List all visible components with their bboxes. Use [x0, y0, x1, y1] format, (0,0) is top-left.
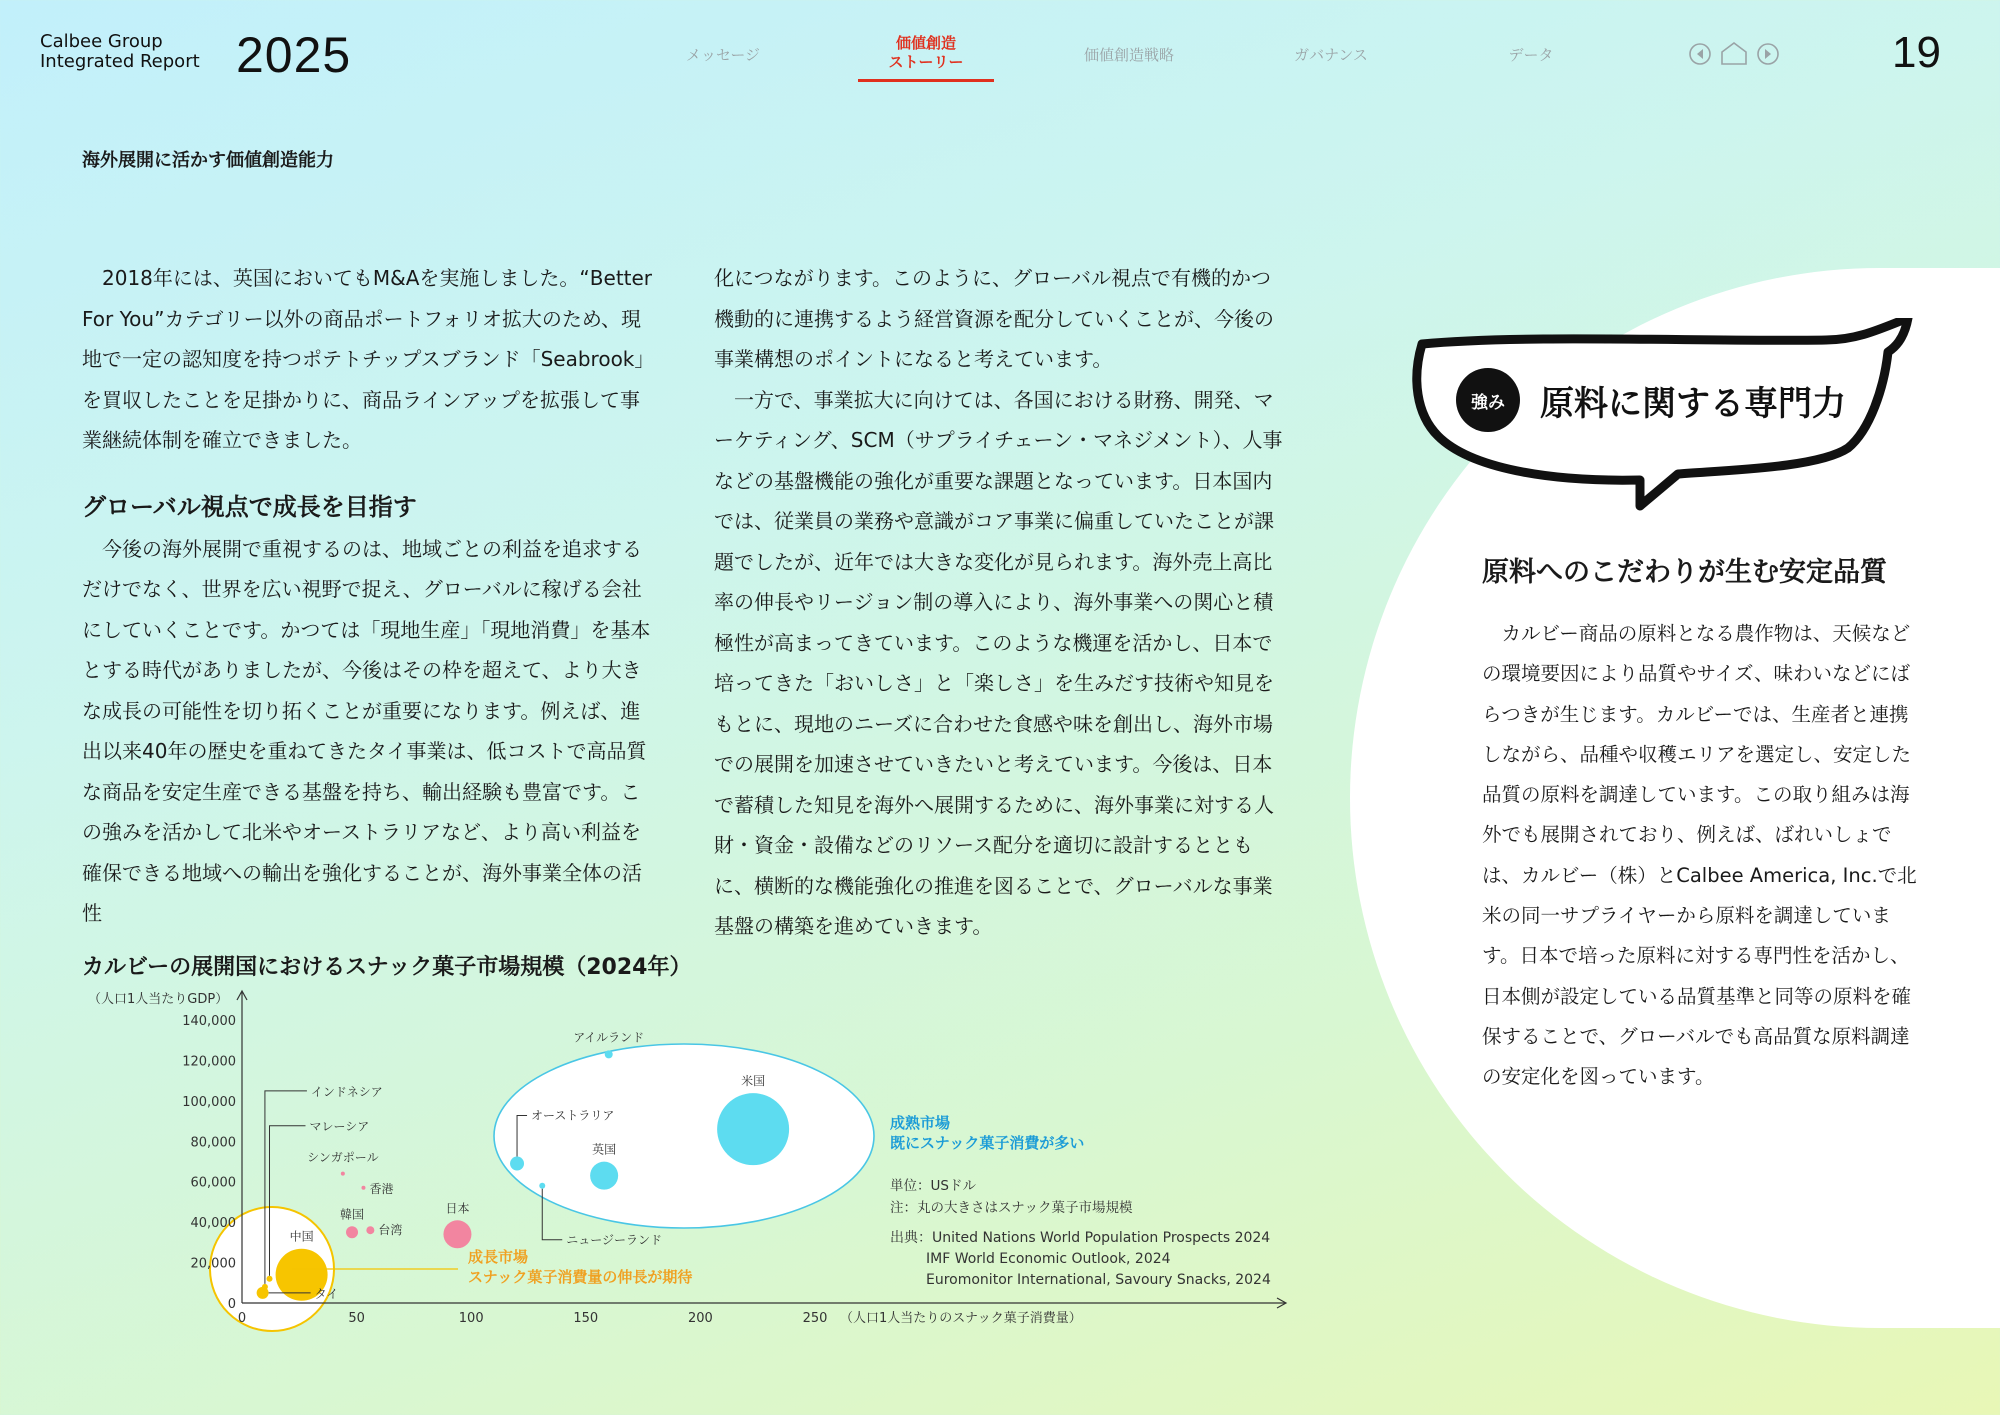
mature-market-label: 成熟市場	[890, 1114, 951, 1132]
growth-market-desc: スナック菓子消費量の伸長が期待	[468, 1268, 693, 1286]
nav-icons	[1686, 40, 1782, 72]
logo-line1: Calbee Group	[40, 31, 163, 52]
nav-active-line2: ストーリー	[888, 53, 964, 71]
prev-page-icon[interactable]	[1690, 44, 1710, 64]
size-note: 注：丸の大きさはスナック菓子市場規模	[890, 1200, 1133, 1216]
point-label: アイルランド	[573, 1030, 645, 1045]
mature-market-desc: 既にスナック菓子消費が多い	[890, 1134, 1085, 1152]
chart-title: カルビーの展開国におけるスナック菓子市場規模（2024年）	[82, 955, 692, 980]
point-シンガポール	[341, 1172, 345, 1176]
point-label: 米国	[741, 1074, 766, 1089]
point-アイルランド	[605, 1050, 613, 1058]
nav-data[interactable]: データ	[1508, 46, 1554, 64]
point-label: 香港	[369, 1181, 394, 1196]
y-tick-label: 140,000	[182, 1014, 236, 1029]
y-axis-label: （人口1人当たりGDP）	[88, 992, 229, 1007]
logo-year: 2025	[236, 27, 352, 83]
logo-line2: Integrated Report	[40, 51, 200, 72]
home-icon[interactable]	[1722, 43, 1746, 64]
point-label: タイ	[314, 1286, 339, 1301]
point-香港	[361, 1186, 365, 1190]
y-tick-label: 20,000	[190, 1256, 236, 1272]
point-ニュージーランド	[539, 1183, 545, 1189]
source-line1: 出典：United Nations World Population Prospects 2024	[890, 1230, 1271, 1246]
point-label: 韓国	[340, 1207, 365, 1222]
point-label: 日本	[445, 1201, 470, 1216]
col1-heading: グローバル視点で成長を目指す	[82, 492, 417, 521]
point-オーストラリア	[510, 1157, 524, 1171]
x-axis-label: （人口1人当たりのスナック菓子消費量）	[840, 1311, 1082, 1326]
point-日本	[443, 1220, 471, 1248]
page-number: 19	[1892, 28, 1941, 77]
point-韓国	[346, 1226, 358, 1238]
col1-paragraph2: 今後の海外展開で重視するのは、地域ごとの利益を追求するだけでなく、世界を広い視野で捉え、グローバルに稼げる会社にしていくことです。かつては「現地生産」「現地消費」を基本とする時代がありましたが、今後はその枠を超えて、より大きな成長の可能性を切り拓くことが重要になります。例えば、進出以来40年の歴史を重ねてきたタイ事業は、低コストで高品質な商品を安定生産できる基盤を持ち、輸出経験も豊富です。この強みを活かして北米やオーストラリアなど、より高い利益を確保できる地域への輸出を強化することが、海外事業全体の活性	[82, 536, 651, 925]
point-台湾	[366, 1226, 374, 1234]
y-tick-label: 60,000	[190, 1175, 236, 1191]
y-tick-label: 80,000	[190, 1135, 236, 1151]
point-label: ニュージーランド	[566, 1232, 663, 1247]
x-tick-label: 150	[573, 1311, 599, 1326]
point-label: 中国	[289, 1229, 314, 1244]
strength-badge: 強み	[1456, 368, 1520, 432]
strength-title: 原料に関する専門力	[1540, 384, 1846, 424]
nav-governance[interactable]: ガバナンス	[1294, 46, 1368, 64]
nav-active-line1: 価値創造	[895, 34, 956, 52]
section-title: 海外展開に活かす価値創造能力	[82, 150, 334, 171]
nav-value-strategy[interactable]: 価値創造戦略	[1083, 46, 1174, 64]
x-tick-label: 100	[458, 1311, 484, 1326]
y-tick-label: 40,000	[190, 1216, 236, 1232]
col2-paragraph1: 化につながります。このように、グローバル視点で有機的かつ機動的に連携するよう経営資源を配分していくことが、今後の事業構想のポイントになると考えています。	[714, 266, 1274, 371]
point-米国	[717, 1093, 789, 1165]
point-インドネシア	[262, 1284, 268, 1290]
y-tick-label: 0	[227, 1297, 236, 1312]
point-label: 英国	[592, 1142, 617, 1157]
point-label: シンガポール	[307, 1150, 379, 1165]
x-tick-label: 250	[802, 1311, 828, 1326]
point-label: マレーシア	[309, 1119, 370, 1134]
unit-note: 単位：USドル	[890, 1178, 976, 1194]
x-tick-label: 0	[237, 1311, 247, 1326]
point-label: オーストラリア	[531, 1108, 615, 1123]
y-tick-label: 120,000	[182, 1054, 236, 1070]
col1-paragraph1: 2018年には、英国においてもM&Aを実施しました。“Better For You”カテゴリー以外の商品ポートフォリオ拡大のため、現地で一定の認知度を持つポテトチップスブランド「Seabrook」を買収したことを足掛かりに、商品ラインアップを拡張して事業継続体制を確立できました。	[82, 266, 653, 452]
strength-heading: 原料へのこだわりが生む安定品質	[1482, 557, 1887, 588]
source-line3: Euromonitor International, Savoury Snacks, 2024	[926, 1272, 1271, 1288]
y-tick-label: 100,000	[182, 1094, 236, 1110]
mature-market-ellipse	[494, 1044, 874, 1228]
point-英国	[590, 1162, 618, 1190]
point-マレーシア	[267, 1276, 273, 1282]
strength-paragraph: カルビー商品の原料となる農作物は、天候などの環境要因により品質やサイズ、味わいなどにばらつきが生じます。カルビーでは、生産者と連携しながら、品種や収穫エリアを選定し、安定した品質の原料を調達しています。この取り組みは海外でも展開されており、例えば、ばれいしょでは、カルビー（株）とCalbee America, Inc.で北米の同一サプライヤーから原料を調達しています。日本で培った原料に対する専門性を活かし、日本側が設定している品質基準と同等の原料を確保することで、グローバルでも高品質な原料調達の安定化を図っています。	[1482, 622, 1917, 1089]
next-page-icon[interactable]	[1758, 44, 1778, 64]
col2-paragraph2: 一方で、事業拡大に向けては、各国における財務、開発、マーケティング、SCM（サプライチェーン・マネジメント）、人事などの基盤機能の強化が重要な課題となっています。日本国内では、従業員の業務や意識がコア事業に偏重していたことが課題でしたが、近年では大きな変化が見られます。海外売上高比率の伸長やリージョン制の導入により、海外事業への関心と積極性が高まってきています。このような機運を活かし、日本で培ってきた「おいしさ」と「楽しさ」を生みだす技術や知見をもとに、現地のニーズに合わせた食感や味を創出し、海外市場での展開を加速させていきたいと考えています。今後は、日本で蓄積した知見を海外へ展開するために、海外事業に対する人財・資金・設備などのリソース配分を適切に設計するとともに、横断的な機能強化の推進を図ることで、グローバルな事業基盤の構築を進めていきます。	[714, 387, 1283, 938]
point-label: インドネシア	[310, 1084, 383, 1099]
strength-body	[1482, 614, 1922, 1098]
source-line2: IMF World Economic Outlook, 2024	[926, 1251, 1171, 1267]
growth-market-label: 成長市場	[468, 1248, 529, 1266]
nav-message[interactable]: メッセージ	[685, 46, 761, 64]
x-tick-label: 200	[687, 1311, 713, 1326]
x-tick-label: 50	[348, 1311, 365, 1326]
point-label: 台湾	[378, 1223, 403, 1238]
